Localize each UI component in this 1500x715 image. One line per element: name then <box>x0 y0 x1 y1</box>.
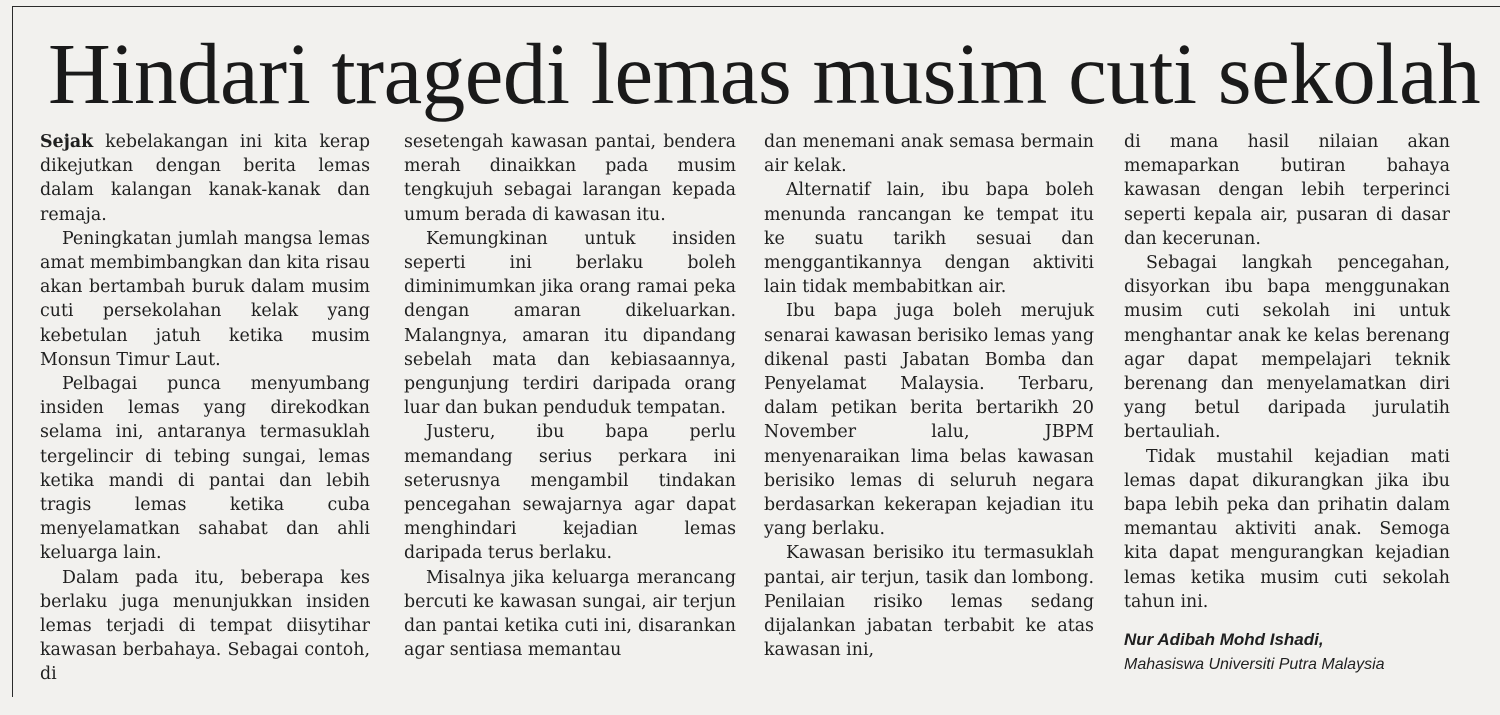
author-name: Nur Adibah Mohd Ishadi, <box>1124 630 1324 650</box>
byline <box>1124 628 1450 678</box>
headline: Hindari tragedi lemas musim cuti sekolah <box>48 25 1481 122</box>
article-paragraph: Misalnya jika keluarga merancang bercuti ke kawasan sungai, air terjun dan pantai ketika cuti ini, disarankan agar sentiasa memantau <box>404 567 736 661</box>
column-2 <box>404 130 736 662</box>
author-affiliation: Mahasiswa Universiti Putra Malaysia <box>1124 656 1385 674</box>
article-paragraph: Kemungkinan untuk insiden seperti ini berlaku boleh diminimumkan jika orang ramai peka dengan amaran dikeluarkan. Malangnya, amaran itu dipandang sebelah mata dan kebiasaannya, pengunjung terdiri daripada orang luar dan bukan penduduk tempatan. <box>404 228 736 419</box>
article-paragraph: Pelbagai punca menyumbang insiden lemas yang direkodkan selama ini, antaranya termasuklah tergelincir di tebing sungai, lemas ketika mandi di pantai dan lebih tragis lemas ketika cuba menyelamatkan sahabat dan ahli keluarga lain. <box>40 374 370 564</box>
top-rule <box>12 6 1500 7</box>
lead-paragraph-text: kebelakangan ini kita kerap dikejutkan dengan berita lemas dalam kalangan kanak-kanak dan remaja. <box>40 132 370 225</box>
article-paragraph: Alternatif lain, ibu bapa boleh menunda rancangan ke tempat itu ke suatu tarikh sesuai dan menggantikannya dengan aktiviti lain tidak membabitkan air. <box>764 180 1094 298</box>
article-paragraph: Tidak mustahil kejadian mati lemas dapat dikurangkan jika ibu bapa lebih peka dan prihatin dalam memantau aktiviti anak. Semoga kita dapat mengurangkan kejadian lemas ketika musim cuti sekolah tahun ini. <box>1124 446 1450 612</box>
article-paragraph: Sebagai langkah pencegahan, disyorkan ibu bapa menggunakan musim cuti sekolah ini untuk menghantar anak ke kelas berenang agar dapat mempelajari teknik berenang dan menyelamatkan diri yang betul daripada jurulatih bertauliah. <box>1124 253 1450 443</box>
article-paragraph-continued: di mana hasil nilaian akan memaparkan butiran bahaya kawasan dengan lebih terperinci seperti kepala air, pusaran di dasar dan kecerunan. <box>1124 132 1450 249</box>
article-paragraph-continued: dan menemani anak semasa bermain air kelak. <box>764 132 1094 177</box>
lead-word: Sejak <box>40 132 94 152</box>
article-paragraph-lead <box>40 130 370 227</box>
article-paragraph-continued: sesetengah kawasan pantai, bendera merah dinaikkan pada musim tengkujuh sebagai larangan kepada umum berada di kawasan itu. <box>404 132 736 225</box>
article-paragraph: Peningkatan jumlah mangsa lemas amat membimbangkan dan kita risau akan bertambah buruk dalam musim cuti persekolahan kelak yang kebetulan jatuh ketika musim Monsun Timur Laut. <box>40 228 370 370</box>
article-paragraph: Kawasan berisiko itu termasuklah pantai, air terjun, tasik dan lombong. Penilaian risiko lemas sedang dijalankan jabatan terbabit ke atas kawasan ini, <box>764 543 1094 661</box>
column-1 <box>40 130 370 687</box>
column-3 <box>764 130 1094 662</box>
article-paragraph: Justeru, ibu bapa perlu memandang serius perkara ini seterusnya mengambil tindakan pencegahan sewajarnya agar dapat menghindari kejadian lemas daripada terus berlaku. <box>404 422 736 564</box>
article-paragraph: Ibu bapa juga boleh merujuk senarai kawasan berisiko lemas yang dikenal pasti Jabatan Bomba dan Penyelamat Malaysia. Terbaru, dalam petikan berita bertarikh 20 November lalu, JBPM menyenaraikan lima belas kawasan berisiko lemas di seluruh negara berdasarkan kekerapan kejadian itu yang berlaku. <box>764 301 1094 540</box>
column-4 <box>1124 130 1450 678</box>
article-paragraph: Dalam pada itu, beberapa kes berlaku juga menunjukkan insiden lemas terjadi di tempat diisytihar kawasan berbahaya. Sebagai contoh, di <box>40 567 370 685</box>
left-rule <box>12 6 13 697</box>
